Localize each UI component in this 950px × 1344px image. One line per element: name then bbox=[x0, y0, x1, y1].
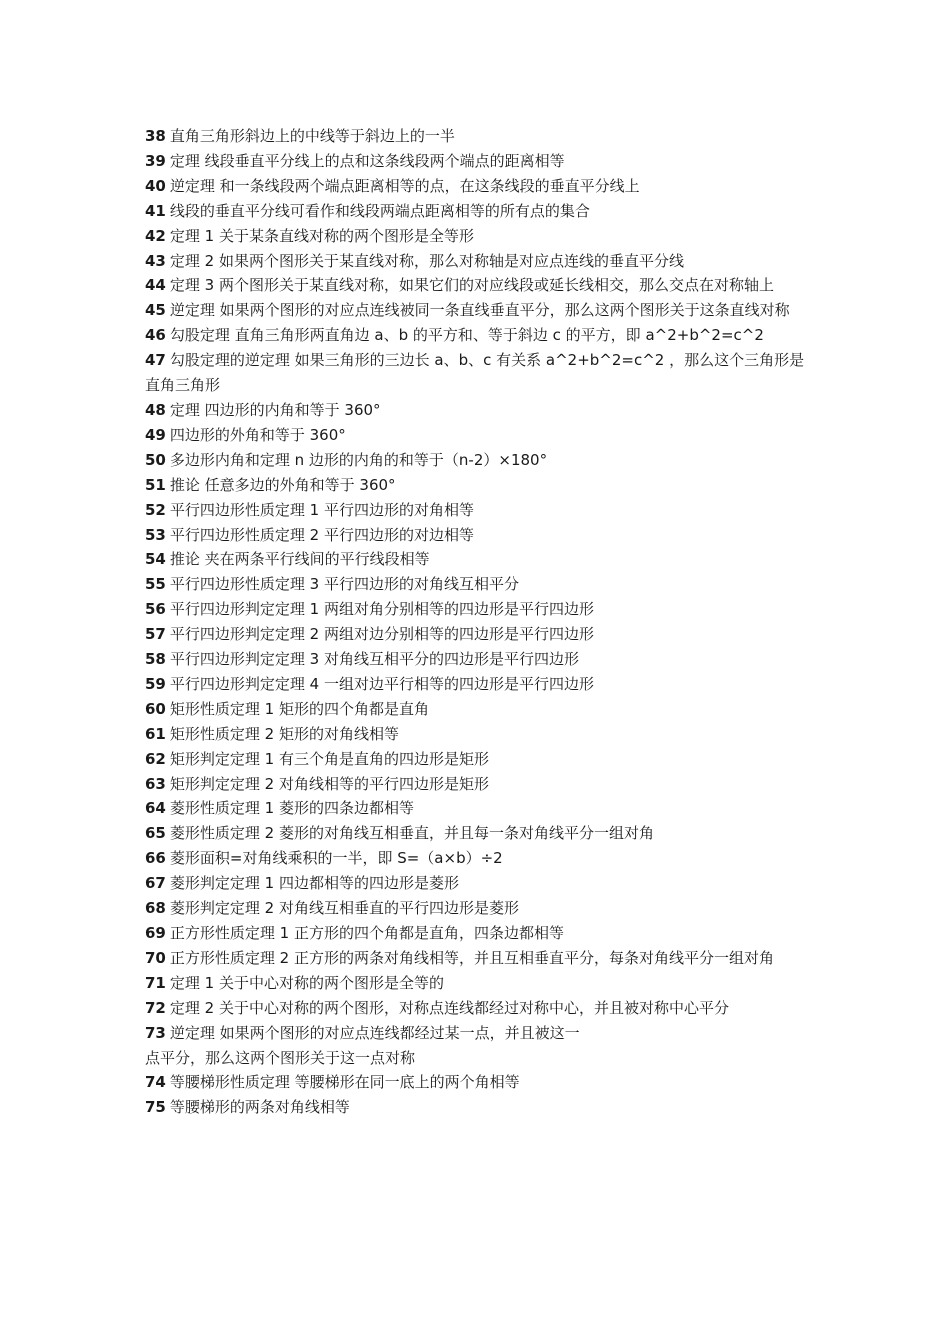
theorem-text: 平行四边形判定定理 3 对角线互相平分的四边形是平行四边形 bbox=[169, 650, 579, 669]
theorem-number: 48 bbox=[145, 400, 166, 419]
theorem-line bbox=[145, 249, 810, 274]
theorem-text: 平行四边形性质定理 1 平行四边形的对角相等 bbox=[169, 500, 474, 519]
theorem-text: 矩形判定定理 1 有三个角是直角的四边形是矩形 bbox=[169, 749, 489, 768]
theorem-number: 39 bbox=[145, 151, 166, 170]
theorem-line bbox=[145, 896, 810, 921]
theorem-line bbox=[145, 747, 810, 772]
theorem-text: 勾股定理的逆定理 如果三角形的三边长 a、b、c 有关系 a^2+b^2=c^2 ，那么这个三角形是直角三角形 bbox=[145, 351, 805, 395]
theorem-number: 75 bbox=[145, 1098, 166, 1117]
theorem-text: 逆定理 和一条线段两个端点距离相等的点，在这条线段的垂直平分线上 bbox=[169, 176, 640, 195]
theorem-number: 68 bbox=[145, 899, 166, 918]
theorem-number: 58 bbox=[145, 650, 166, 669]
theorem-text: 直角三角形斜边上的中线等于斜边上的一半 bbox=[169, 127, 455, 145]
theorem-line bbox=[145, 473, 810, 498]
theorem-text: 定理 1 关于中心对称的两个图形是全等的 bbox=[169, 973, 444, 992]
theorem-line bbox=[145, 697, 810, 722]
theorem-text: 推论 夹在两条平行线间的平行线段相等 bbox=[169, 550, 430, 569]
theorem-text: 菱形面积=对角线乘积的一半，即 S=（a×b）÷2 bbox=[169, 849, 503, 868]
theorem-number: 63 bbox=[145, 774, 166, 793]
theorem-text: 矩形性质定理 1 矩形的四个角都是直角 bbox=[169, 699, 429, 718]
theorem-text: 等腰梯形的两条对角线相等 bbox=[169, 1098, 350, 1117]
theorem-number: 56 bbox=[145, 600, 166, 619]
theorem-text: 菱形判定定理 1 四边都相等的四边形是菱形 bbox=[169, 874, 459, 893]
theorem-text: 矩形判定定理 2 对角线相等的平行四边形是矩形 bbox=[169, 774, 489, 793]
theorem-number: 49 bbox=[145, 425, 166, 444]
theorem-line bbox=[145, 971, 810, 996]
theorem-number: 67 bbox=[145, 874, 166, 893]
theorem-text: 定理 2 如果两个图形关于某直线对称，那么对称轴是对应点连线的垂直平分线 bbox=[169, 251, 684, 270]
theorem-text: 平行四边形判定定理 1 两组对角分别相等的四边形是平行四边形 bbox=[169, 600, 594, 619]
theorem-line bbox=[145, 871, 810, 896]
theorem-number: 45 bbox=[145, 301, 166, 320]
theorem-line bbox=[145, 273, 810, 298]
theorem-number: 73 bbox=[145, 1023, 166, 1042]
theorem-line bbox=[145, 996, 810, 1021]
theorem-text: 多边形内角和定理 n 边形的内角的和等于（n-2）×180° bbox=[169, 450, 548, 469]
theorem-number: 59 bbox=[145, 674, 166, 693]
theorem-line bbox=[145, 124, 810, 149]
theorem-line bbox=[145, 149, 810, 174]
theorem-line bbox=[145, 846, 810, 871]
theorem-number: 72 bbox=[145, 998, 166, 1017]
theorem-number: 60 bbox=[145, 699, 166, 718]
theorem-number: 61 bbox=[145, 724, 166, 743]
theorem-number: 51 bbox=[145, 475, 166, 494]
theorem-number: 42 bbox=[145, 226, 166, 245]
theorem-line bbox=[145, 1095, 810, 1120]
theorem-line bbox=[145, 224, 810, 249]
theorem-line bbox=[145, 647, 810, 672]
theorem-number: 46 bbox=[145, 326, 166, 345]
theorem-line bbox=[145, 298, 810, 323]
theorem-text: 定理 1 关于某条直线对称的两个图形是全等形 bbox=[169, 226, 474, 245]
theorem-number: 40 bbox=[145, 176, 166, 195]
theorem-number: 71 bbox=[145, 973, 166, 992]
theorem-text: 定理 四边形的内角和等于 360° bbox=[169, 400, 381, 419]
theorem-number: 66 bbox=[145, 849, 166, 868]
theorem-number: 52 bbox=[145, 500, 166, 519]
theorem-number: 64 bbox=[145, 799, 166, 818]
theorem-text: 平行四边形判定定理 4 一组对边平行相等的四边形是平行四边形 bbox=[169, 674, 594, 693]
theorem-line bbox=[145, 772, 810, 797]
theorem-number: 43 bbox=[145, 251, 166, 270]
theorem-number: 62 bbox=[145, 749, 166, 768]
theorem-text: 定理 3 两个图形关于某直线对称，如果它们的对应线段或延长线相交，那么交点在对称轴上 bbox=[169, 276, 774, 295]
theorem-number: 47 bbox=[145, 351, 166, 370]
theorem-number: 65 bbox=[145, 824, 166, 843]
theorem-text: 定理 线段垂直平分线上的点和这条线段两个端点的距离相等 bbox=[169, 151, 565, 170]
theorem-number: 69 bbox=[145, 924, 166, 942]
theorem-line bbox=[145, 946, 810, 971]
theorem-number: 53 bbox=[145, 525, 166, 544]
theorem-line bbox=[145, 796, 810, 821]
theorem-line bbox=[145, 622, 810, 647]
theorem-number: 50 bbox=[145, 450, 166, 469]
theorem-line bbox=[145, 423, 810, 448]
theorem-text: 线段的垂直平分线可看作和线段两端点距离相等的所有点的集合 bbox=[169, 201, 590, 220]
theorem-text: 菱形性质定理 1 菱形的四条边都相等 bbox=[169, 799, 414, 818]
theorem-number: 57 bbox=[145, 625, 166, 644]
theorem-number: 44 bbox=[145, 276, 166, 295]
theorem-text: 菱形性质定理 2 菱形的对角线互相垂直，并且每一条对角线平分一组对角 bbox=[169, 824, 654, 843]
theorem-line bbox=[145, 921, 810, 946]
theorem-text: 点平分，那么这两个图形关于这一点对称 bbox=[145, 1048, 416, 1067]
theorem-text: 平行四边形判定定理 2 两组对边分别相等的四边形是平行四边形 bbox=[169, 625, 594, 644]
theorem-line bbox=[145, 547, 810, 572]
theorem-line bbox=[145, 1070, 810, 1095]
theorem-line bbox=[145, 722, 810, 747]
theorem-text: 定理 2 关于中心对称的两个图形，对称点连线都经过对称中心，并且被对称中心平分 bbox=[169, 998, 729, 1017]
theorem-number: 74 bbox=[145, 1073, 166, 1092]
theorem-number: 54 bbox=[145, 550, 166, 569]
theorem-text: 勾股定理 直角三角形两直角边 a、b 的平方和、等于斜边 c 的平方，即 a^2+b^2=c^2 bbox=[169, 326, 764, 345]
theorem-text: 四边形的外角和等于 360° bbox=[169, 425, 346, 444]
theorem-text: 矩形性质定理 2 矩形的对角线相等 bbox=[169, 724, 399, 743]
theorem-text: 平行四边形性质定理 3 平行四边形的对角线互相平分 bbox=[169, 575, 519, 594]
theorem-line bbox=[145, 348, 810, 398]
theorem-line bbox=[145, 672, 810, 697]
theorem-number: 41 bbox=[145, 201, 166, 220]
theorem-text: 推论 任意多边的外角和等于 360° bbox=[169, 475, 396, 494]
theorem-line bbox=[145, 398, 810, 423]
theorem-line bbox=[145, 448, 810, 473]
theorem-text: 平行四边形性质定理 2 平行四边形的对边相等 bbox=[169, 525, 474, 544]
theorem-line bbox=[145, 498, 810, 523]
theorem-text: 正方形性质定理 1 正方形的四个角都是直角，四条边都相等 bbox=[169, 924, 564, 942]
theorem-line bbox=[145, 1046, 810, 1071]
theorem-text: 菱形判定定理 2 对角线互相垂直的平行四边形是菱形 bbox=[169, 899, 519, 918]
theorem-line bbox=[145, 572, 810, 597]
theorem-line bbox=[145, 199, 810, 224]
theorem-line bbox=[145, 323, 810, 348]
theorem-number: 70 bbox=[145, 948, 166, 967]
theorem-number: 55 bbox=[145, 575, 166, 594]
theorem-text: 逆定理 如果两个图形的对应点连线都经过某一点，并且被这一 bbox=[169, 1023, 580, 1042]
theorem-text: 等腰梯形性质定理 等腰梯形在同一底上的两个角相等 bbox=[169, 1073, 520, 1092]
theorem-line bbox=[145, 1021, 810, 1046]
theorem-line bbox=[145, 597, 810, 622]
theorem-line bbox=[145, 174, 810, 199]
theorem-text: 逆定理 如果两个图形的对应点连线被同一条直线垂直平分，那么这两个图形关于这条直线对称 bbox=[169, 301, 790, 320]
theorem-text: 正方形性质定理 2 正方形的两条对角线相等，并且互相垂直平分，每条对角线平分一组对角 bbox=[169, 948, 774, 967]
theorem-line bbox=[145, 523, 810, 548]
theorem-line bbox=[145, 821, 810, 846]
document-page bbox=[145, 124, 810, 1120]
theorem-number: 38 bbox=[145, 127, 166, 145]
